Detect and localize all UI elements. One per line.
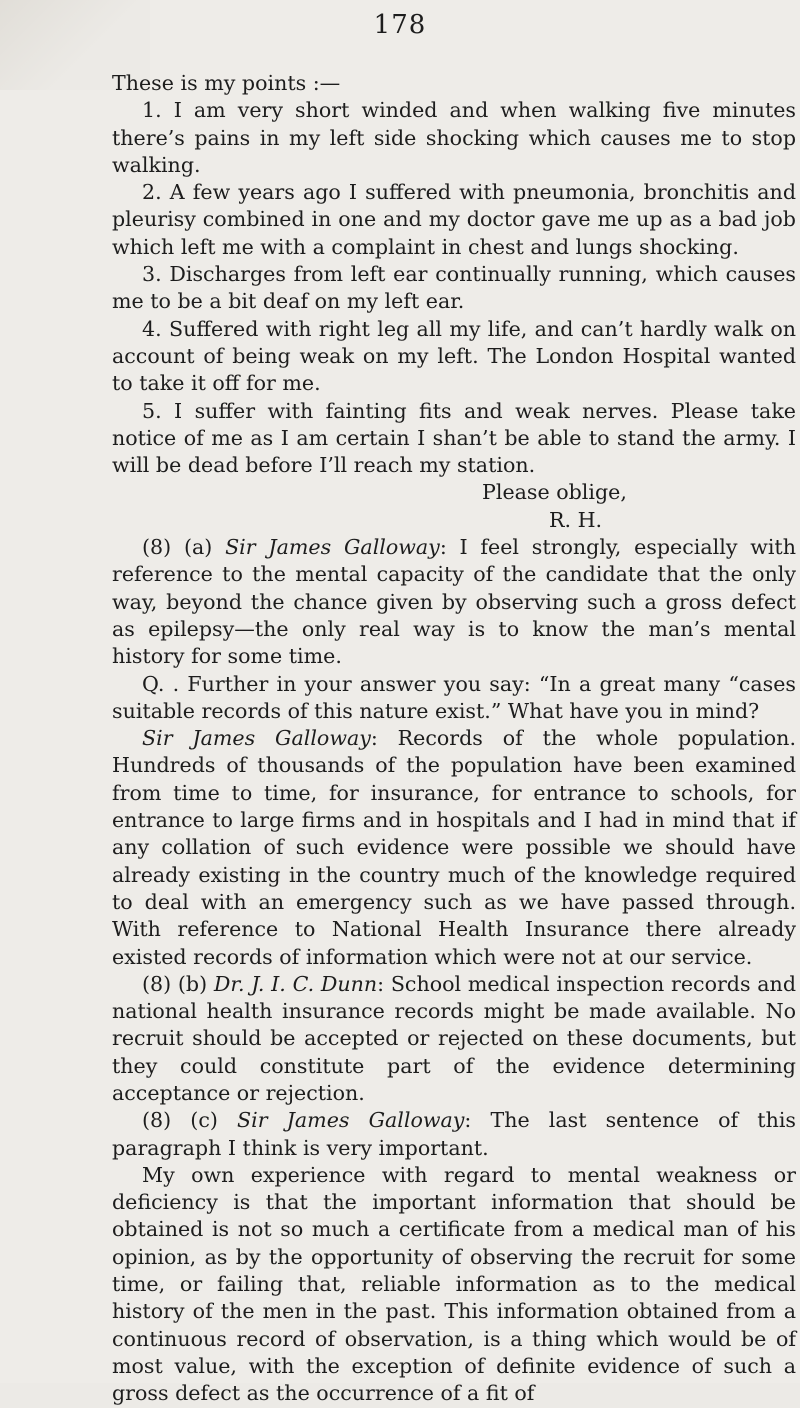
evidence-text: : I feel strongly, especially with reference to the mental capacity of the candidate that the only way, beyond the chance given by observing such a gross defect as epilepsy—the only real way is to know the man’s mental history for some time. [112,535,796,669]
letter-closing: Please oblige, [482,480,627,505]
speaker-name: Sir James Galloway [225,535,440,560]
evidence-text: My own experience with regard to mental weakness or deficiency is that the important information that should be obtained is not so much a certificate from a medical man of his opinion, as by the opportunity of observing the recruit for some time, or failing that, reliable information as to the medical history of the men in the past. This information obtained from a continuous record of observation, is a thing which would be of most value, with the exception of definite evidence of such a gross defect as the occurrence of a fit of [112,1162,796,1406]
letter-point: 4. Suffered with right leg all my life, and can’t hardly walk on account of being weak on my left. The London Hospital wanted to take it off for me. [112,316,796,396]
evidence-paragraph [112,671,796,726]
evidence-paragraph [112,725,796,971]
letter-point: 3. Discharges from left ear continually running, which causes me to be a bit deaf on my left ear. [112,262,796,314]
letter-intro: These is my points :— [112,71,341,95]
letter-point: 5. I suffer with fainting fits and weak nerves. Please take notice of me as I am certain I shan’t be able to stand the army. I will be dead before I’ll reach my station. [112,398,796,478]
speaker-name: Sir James Galloway [237,1108,465,1133]
letter-point: 2. A few years ago I suffered with pneumonia, bronchitis and pleurisy combined in one and my doctor gave me up as a bad job which left me with a complaint in chest and lungs shocking. [112,180,796,259]
page-body [112,70,796,1408]
evidence-text: : School medical inspection records and national health insurance records might be made available. No recruit should be accepted or rejected on these documents, but they could constitute part of the evidence determining acceptance or rejection. [112,971,797,1105]
evidence-prefix: (8) (b) [142,971,214,996]
evidence-paragraph [112,1162,796,1408]
evidence-paragraph [112,534,796,670]
letter-signature: R. H. [549,507,603,532]
evidence-prefix: (8) (c) [142,1108,237,1133]
speaker-name: Sir James Galloway [142,726,371,751]
page-number: 178 [373,10,427,40]
evidence-text: : The last sentence of this paragraph I think is very important. [112,1108,796,1160]
evidence-paragraph [112,1107,796,1162]
letter-point: 1. I am very short winded and when walking five minutes there’s pains in my left side shocking which causes me to stop walking. [112,98,796,177]
evidence-paragraph [112,971,796,1107]
evidence-prefix: (8) (a) [142,535,226,560]
evidence-text: Q. . Further in your answer you say: “In a great many “cases suitable records of this nature exist.” What have you in mind? [112,671,796,723]
speaker-name: Dr. J. I. C. Dunn [213,971,378,996]
evidence-text: : Records of the whole population. Hundreds of thousands of the population have been examined from time to time, for insurance, for entrance to schools, for entrance to large firms and in hospitals and I had in mind that if any collation of such evidence were possible we should have already existing in the country much of the knowledge required to deal with an emergency such as we have passed through. With reference to National Health Insurance there already existed records of information which were not at our service. [112,726,796,969]
